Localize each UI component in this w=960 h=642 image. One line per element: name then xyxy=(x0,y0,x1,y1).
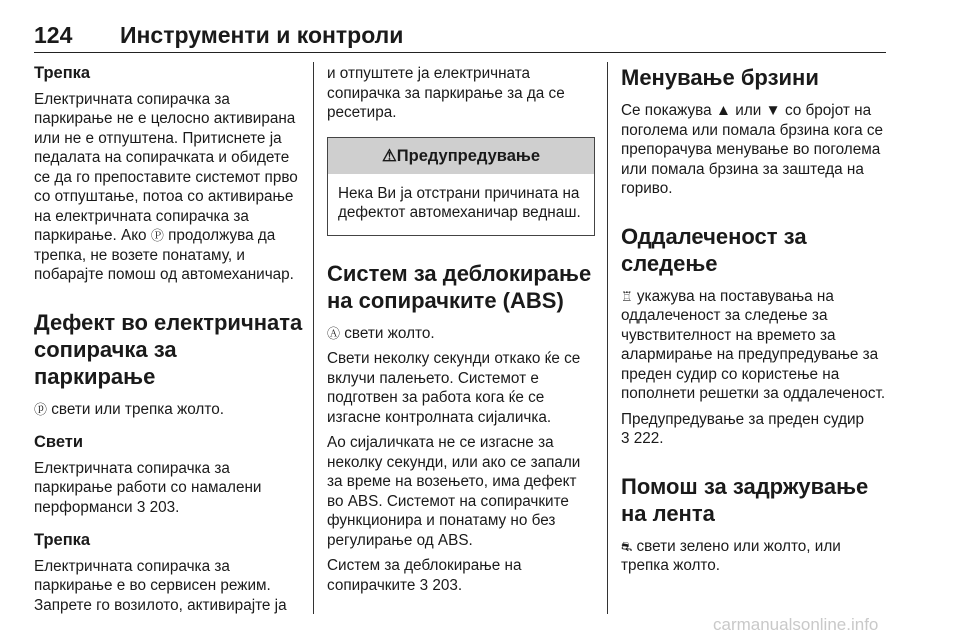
following-distance-icon: ♖ xyxy=(621,288,633,304)
column-2 xyxy=(327,64,595,601)
paragraph: ♖ укажува на поставувања на оддалеченост за следење за чувствителност на времето за алармирање на предупредување за преден судир со користење на пополнети решетки за оддалеченост. xyxy=(621,287,886,402)
paragraph: Електричната сопирачка за паркирање работи со намалени перформанси 3 203. xyxy=(34,459,262,516)
warning-header: ⚠Предупредување xyxy=(328,138,594,174)
heading-abs: Систем за деблокирање на сопирачките (ABS) xyxy=(327,260,592,313)
paragraph: и отпуштете ја електричната сопирачка за паркирање за да се ресетира. xyxy=(327,65,565,121)
heading-pomosh: Помош за задржување на лента xyxy=(621,473,869,526)
column-1 xyxy=(34,64,304,621)
page-ref-arrow-icon: 3 xyxy=(419,576,429,594)
paragraph: Свети неколку секунди откако ќе се вклучи палењето. Системот е подготвен за работа кога ќе се изгасне контролната сијаличка. xyxy=(327,350,581,426)
column-divider xyxy=(607,62,608,614)
paragraph: ⓟ свети или трепка жолто. xyxy=(34,400,224,418)
column-divider xyxy=(313,62,314,614)
paragraph: ⛐ свети зелено или жолто, или трепка жолто. xyxy=(621,537,841,574)
heading-menuvanje: Менување брзини xyxy=(621,65,819,90)
brake-fault-icon: ⓟ xyxy=(34,401,48,417)
parking-brake-icon: Ⓟ xyxy=(150,228,164,243)
heading-trepka: Трепка xyxy=(34,64,91,82)
heading-oddal: Оддалеченост за следење xyxy=(621,223,807,276)
page-ref-arrow-icon: 3 xyxy=(621,430,630,447)
abs-icon: Ⓐ xyxy=(327,325,341,341)
paragraph: Електричната сопирачка за паркирање не е целосно активирана или не е отпуштена. Притиснете ја педалата на сопирачката и обидете се да го препоставите системот прво со отпуштање, потоа со активирање на електричната сопирачка за паркирање. Ако Ⓟ продолжува да трепка, не возете понатаму, и побарајте помош од автомеханичар. xyxy=(34,90,298,283)
paragraph: Ⓐ свети жолто. xyxy=(327,324,435,342)
heading-sveti: Свети xyxy=(34,433,84,451)
page-number: 124 xyxy=(34,22,73,48)
lane-keep-icon: ⛐ xyxy=(621,538,633,554)
watermark: carmanualsonline.info xyxy=(713,615,879,634)
warning-text: Нека Ви ја отстрани причината на дефектот автомеханичар веднаш. xyxy=(338,184,581,221)
column-3 xyxy=(621,64,886,582)
paragraph: Ао сијаличката не се изгасне за неколку секунди, или ако се запали за време на возењето, има дефект во ABS. Системот на сопирачките функционира и понатаму но без регулирање од ABS. xyxy=(327,434,581,549)
paragraph: Предупредување за преден судир 3 222. xyxy=(621,410,865,447)
page-header xyxy=(34,20,886,53)
warning-box xyxy=(327,137,595,236)
heading-trepka-2: Трепка xyxy=(34,531,91,549)
paragraph: Систем за деблокирање на сопирачките 3 203. xyxy=(327,557,522,594)
page-ref-arrow-icon: 3 xyxy=(136,498,146,516)
paragraph: Електричната сопирачка за паркирање е во сервисен режим. Запрете го возилото, активирајте ја xyxy=(34,557,287,614)
heading-defekt: Дефект во електричната сопирачка за паркирање xyxy=(34,309,303,389)
warning-triangle-icon: ⚠ xyxy=(381,146,397,165)
paragraph: Се покажува ▲ или ▼ со бројот на поголема или помала брзина кога се препорачува менување во поголема или помала брзина за заштеда на гориво. xyxy=(621,102,884,197)
page-title: Инструменти и контроли xyxy=(120,22,404,48)
